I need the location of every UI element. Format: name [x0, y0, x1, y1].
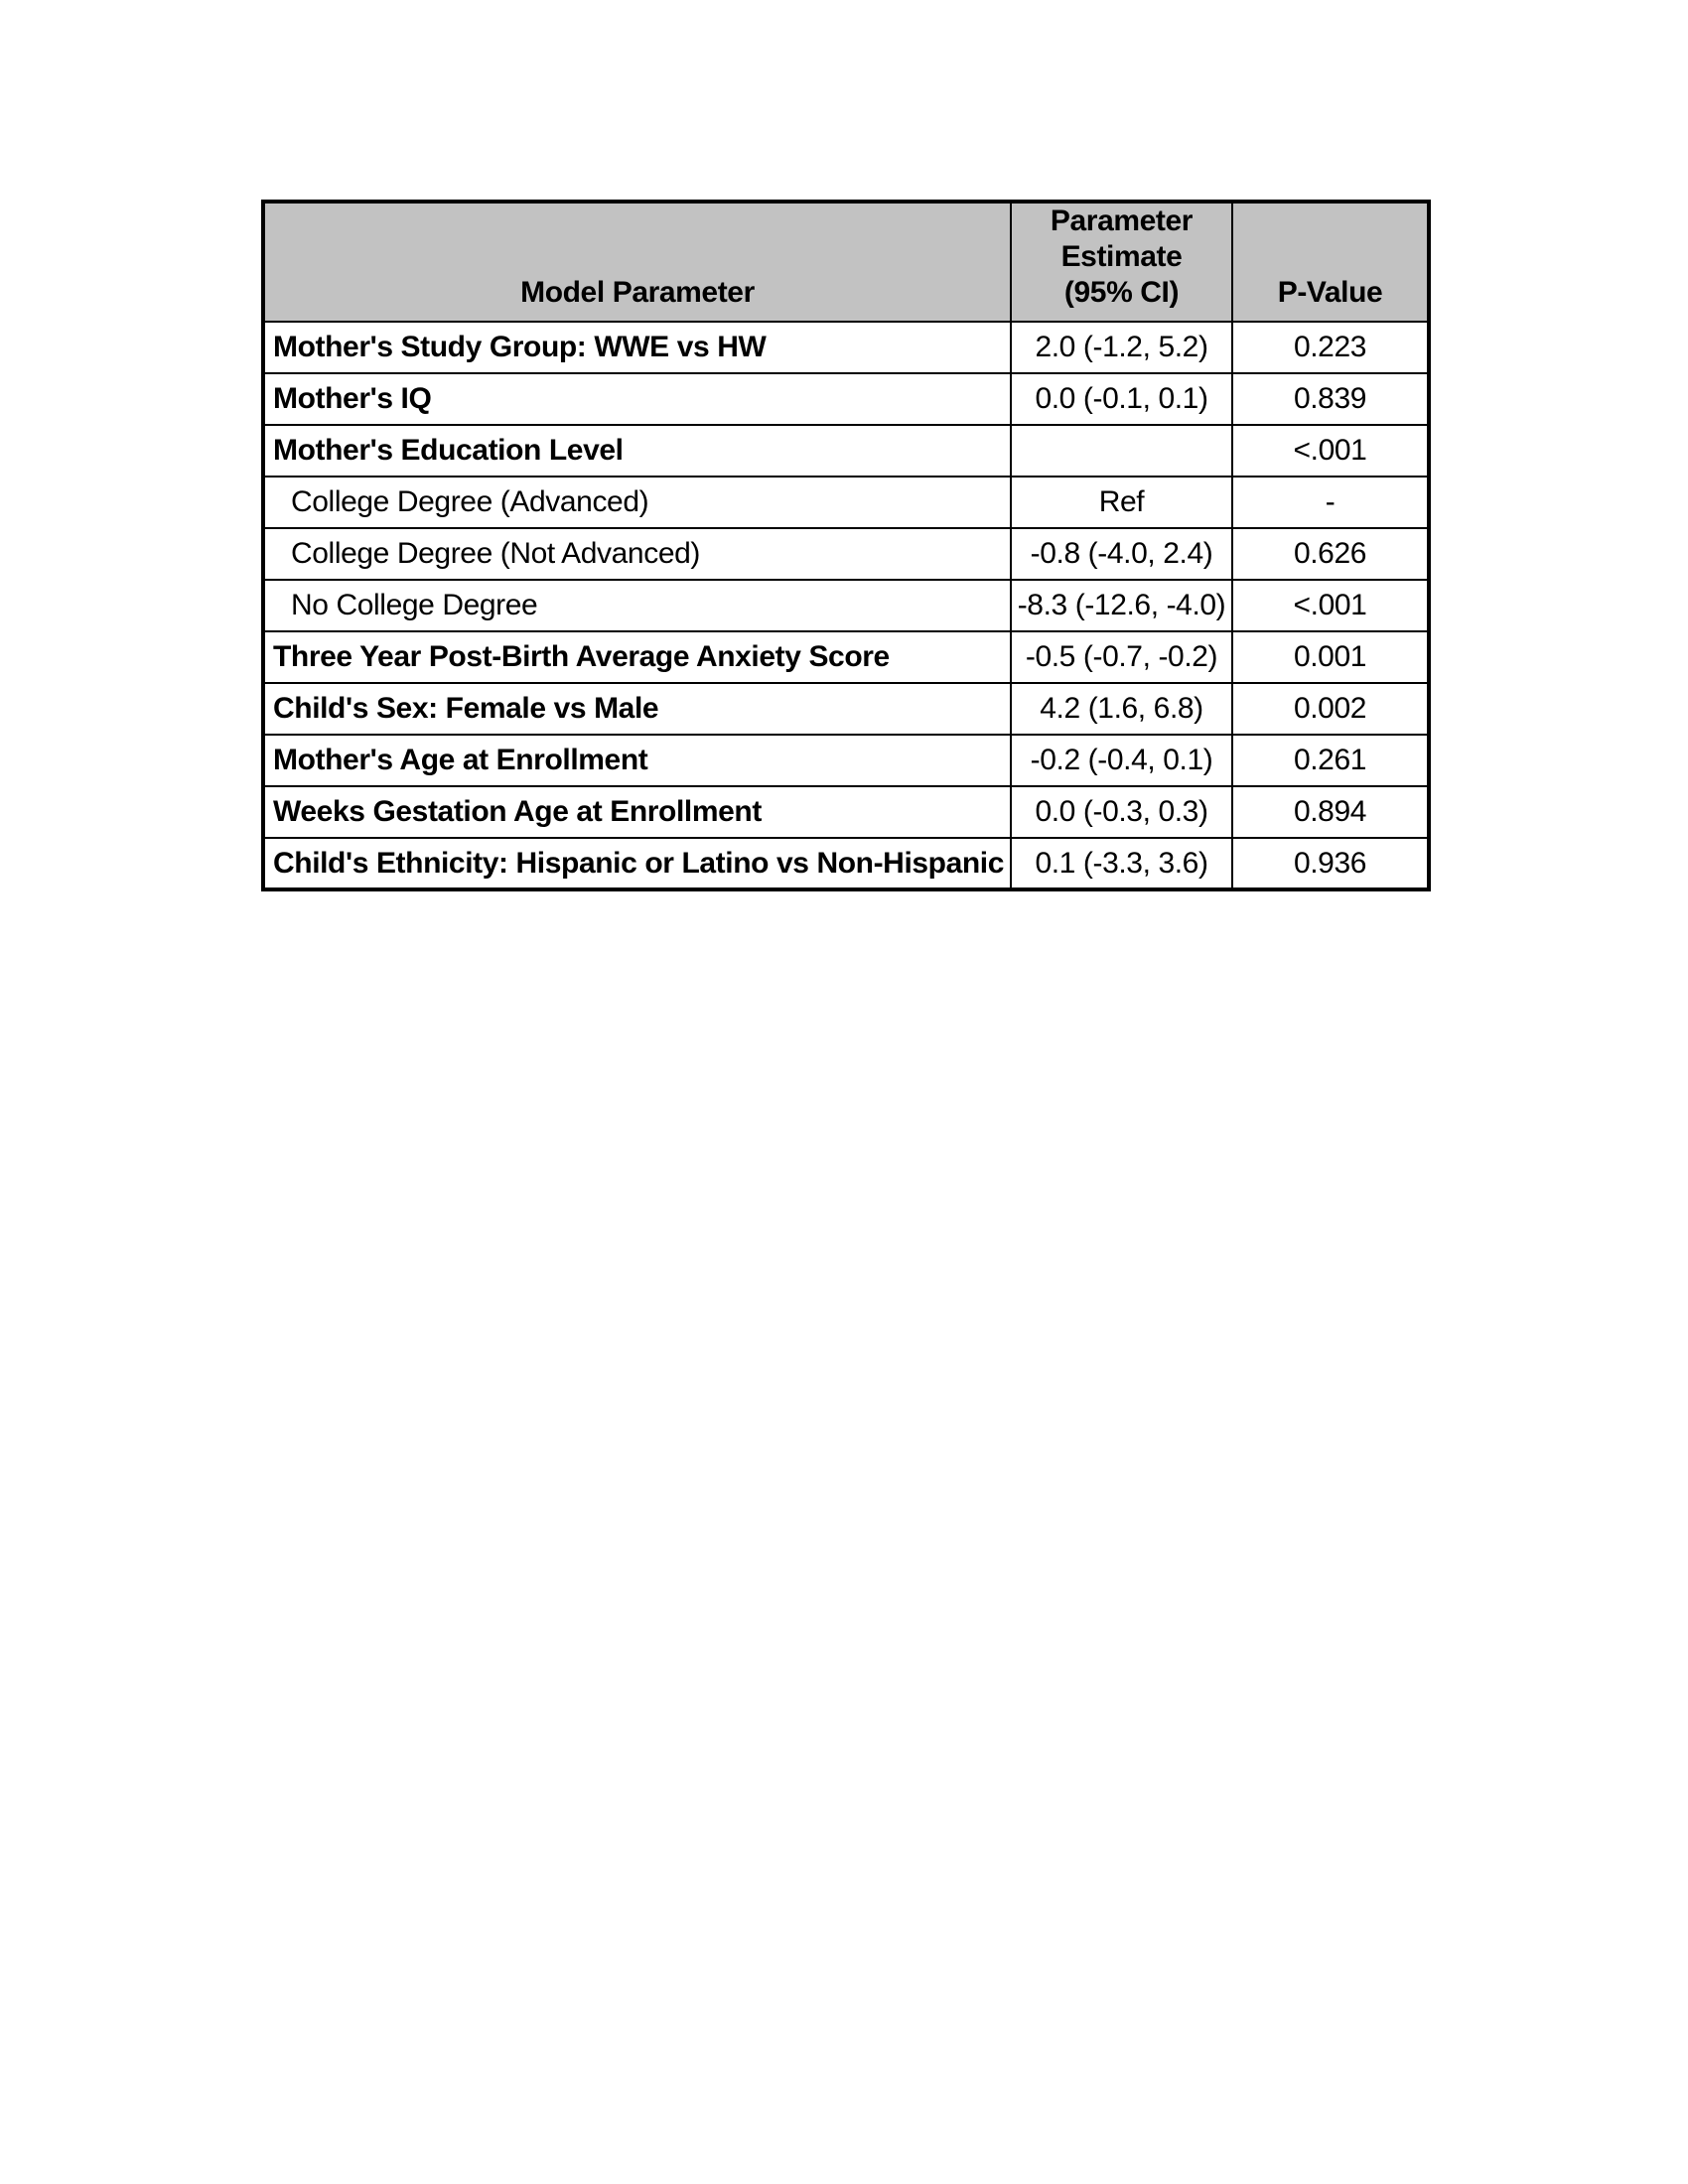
cell-estimate: -0.2 (-0.4, 0.1) — [1011, 735, 1232, 786]
table-row — [263, 373, 1429, 425]
table-row — [263, 580, 1429, 631]
cell-p-value: 0.894 — [1232, 786, 1429, 838]
cell-p-value: <.001 — [1232, 425, 1429, 477]
model-results-table — [261, 200, 1431, 891]
cell-estimate: 4.2 (1.6, 6.8) — [1011, 683, 1232, 735]
cell-parameter: Weeks Gestation Age at Enrollment — [263, 786, 1011, 838]
cell-estimate: -0.5 (-0.7, -0.2) — [1011, 631, 1232, 683]
cell-parameter: Mother's Age at Enrollment — [263, 735, 1011, 786]
cell-parameter: College Degree (Not Advanced) — [263, 528, 1011, 580]
header-line-parameter: Parameter — [1050, 205, 1194, 237]
cell-p-value: 0.223 — [1232, 322, 1429, 373]
table-row — [263, 477, 1429, 528]
cell-estimate: 2.0 (-1.2, 5.2) — [1011, 322, 1232, 373]
table-row — [263, 425, 1429, 477]
header-line-estimate: Estimate — [1060, 240, 1183, 273]
cell-p-value: <.001 — [1232, 580, 1429, 631]
cell-parameter: College Degree (Advanced) — [263, 477, 1011, 528]
cell-estimate: -8.3 (-12.6, -4.0) — [1011, 580, 1232, 631]
cell-estimate: 0.1 (-3.3, 3.6) — [1011, 838, 1232, 889]
table-row — [263, 735, 1429, 786]
cell-estimate: -0.8 (-4.0, 2.4) — [1011, 528, 1232, 580]
cell-p-value: 0.261 — [1232, 735, 1429, 786]
cell-parameter: Child's Ethnicity: Hispanic or Latino vs Non-Hispanic — [263, 838, 1011, 889]
cell-parameter: Mother's IQ — [263, 373, 1011, 425]
column-header-parameter-estimate — [1011, 202, 1232, 322]
cell-p-value: - — [1232, 477, 1429, 528]
cell-p-value: 0.936 — [1232, 838, 1429, 889]
table-row — [263, 528, 1429, 580]
cell-p-value: 0.002 — [1232, 683, 1429, 735]
cell-parameter: Mother's Study Group: WWE vs HW — [263, 322, 1011, 373]
column-header-p-value: P-Value — [1232, 202, 1429, 322]
table-row — [263, 683, 1429, 735]
cell-estimate — [1011, 425, 1232, 477]
cell-p-value: 0.839 — [1232, 373, 1429, 425]
cell-estimate: 0.0 (-0.1, 0.1) — [1011, 373, 1232, 425]
cell-p-value: 0.001 — [1232, 631, 1429, 683]
cell-p-value: 0.626 — [1232, 528, 1429, 580]
cell-parameter: Mother's Education Level — [263, 425, 1011, 477]
column-header-model-parameter: Model Parameter — [263, 202, 1011, 322]
header-line-ci: (95% CI) — [1063, 276, 1180, 309]
cell-parameter: Three Year Post-Birth Average Anxiety Score — [263, 631, 1011, 683]
cell-parameter: No College Degree — [263, 580, 1011, 631]
cell-estimate: 0.0 (-0.3, 0.3) — [1011, 786, 1232, 838]
cell-parameter: Child's Sex: Female vs Male — [263, 683, 1011, 735]
cell-estimate: Ref — [1011, 477, 1232, 528]
table-row — [263, 838, 1429, 889]
table-row — [263, 786, 1429, 838]
table-row — [263, 322, 1429, 373]
table-row — [263, 631, 1429, 683]
header-row — [263, 202, 1429, 322]
